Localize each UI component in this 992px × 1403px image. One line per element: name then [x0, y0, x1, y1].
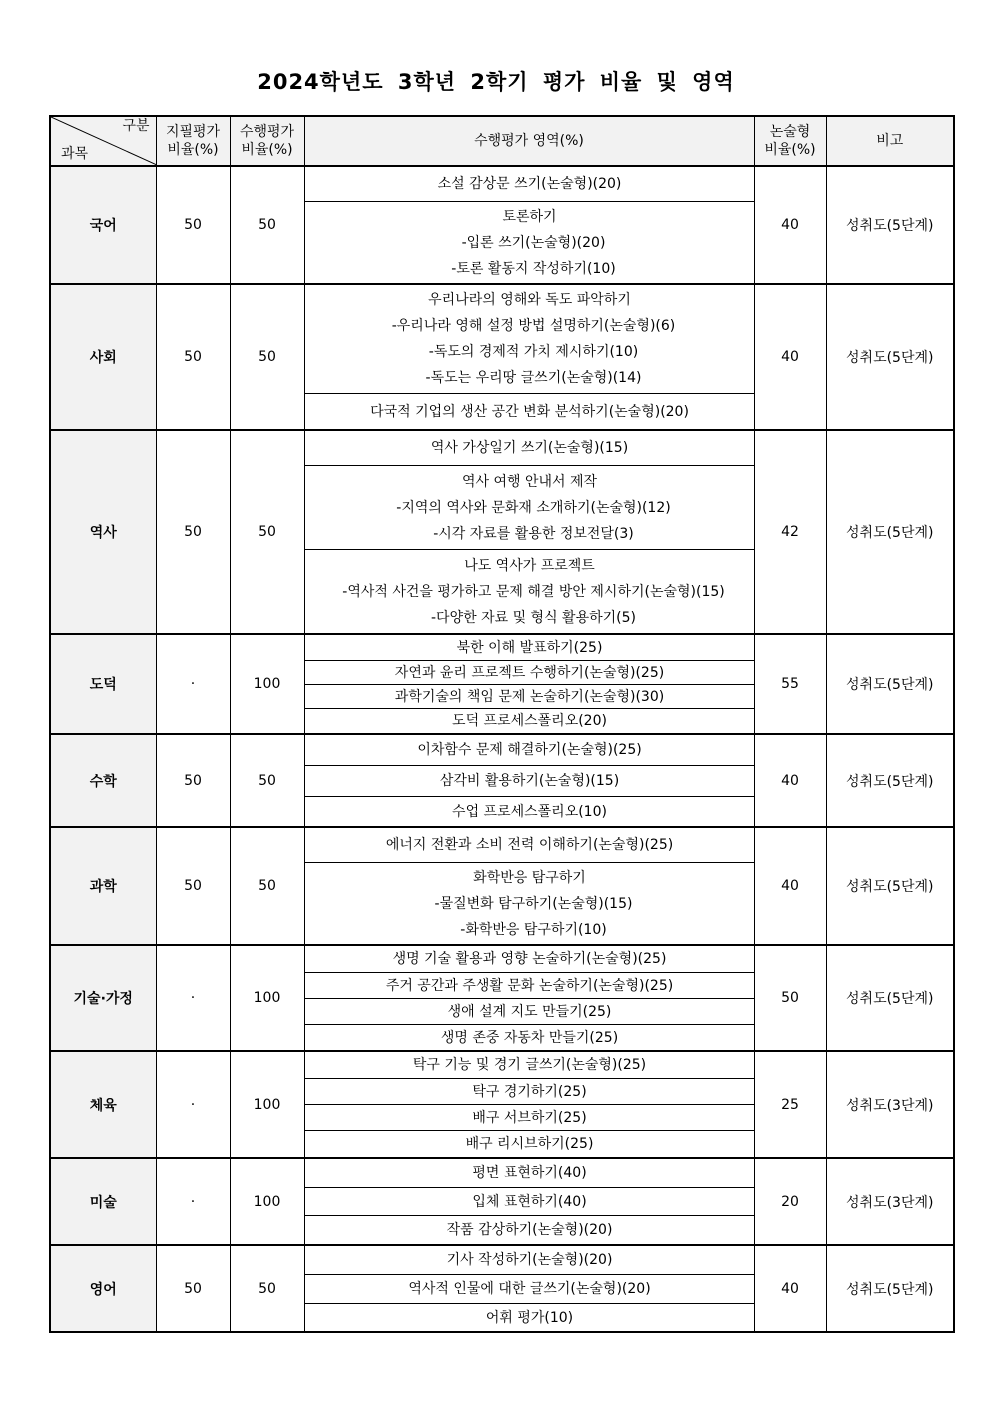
performance-ratio-cell: 100	[230, 1051, 304, 1158]
area-subitem: -지역의 역사와 문화재 소개하기(논술형)(12)	[396, 499, 671, 516]
area-item	[305, 1187, 754, 1215]
written-ratio-cell: 50	[156, 1245, 230, 1332]
area-title: 평면 표현하기(40)	[472, 1165, 587, 1181]
note-cell: 성취도(5단계)	[826, 1245, 954, 1332]
header-note: 비고	[826, 116, 954, 166]
area-title: 생명 존중 자동차 만들기(25)	[440, 1029, 619, 1046]
area-title: 토론하기	[502, 208, 557, 225]
area-title: 역사 여행 안내서 제작	[461, 473, 598, 490]
area-item	[305, 635, 754, 660]
area-subitem: -시각 자료를 활용한 정보전달(3)	[433, 525, 634, 542]
subject-cell: 역사	[50, 430, 156, 634]
performance-ratio-cell: 100	[230, 945, 304, 1051]
area-subitem: -화학반응 탐구하기(10)	[460, 921, 607, 938]
area-title: 에너지 전환과 소비 전력 이해하기(논술형)(25)	[385, 837, 674, 853]
header-performance: 수행평가 비율(%)	[230, 116, 304, 166]
performance-areas-cell	[304, 734, 754, 827]
area-title: 입체 표현하기(40)	[472, 1193, 587, 1210]
area-item	[305, 1303, 754, 1331]
table-row	[50, 166, 954, 284]
area-item	[305, 796, 754, 826]
area-item	[305, 828, 754, 862]
note-cell: 성취도(5단계)	[826, 634, 954, 734]
area-title: 화학반응 탐구하기	[473, 869, 586, 886]
area-title: 탁구 경기하기(25)	[472, 1083, 587, 1100]
area-item	[305, 660, 754, 684]
subject-cell: 기술·가정	[50, 945, 156, 1051]
area-item	[305, 1052, 754, 1078]
performance-areas-cell	[304, 1245, 754, 1332]
evaluation-table	[49, 115, 955, 1333]
area-subitem: -독도는 우리땅 글쓰기(논술형)(14)	[425, 370, 642, 386]
written-ratio-cell: 50	[156, 430, 230, 634]
performance-ratio-cell: 50	[230, 284, 304, 430]
subject-cell: 도덕	[50, 634, 156, 734]
performance-areas-cell	[304, 945, 754, 1051]
area-item	[305, 972, 754, 998]
table-row	[50, 284, 954, 430]
area-title: 배구 서브하기(25)	[472, 1109, 587, 1126]
note-cell: 성취도(3단계)	[826, 1158, 954, 1245]
subject-cell: 국어	[50, 166, 156, 284]
written-ratio-cell: ·	[156, 1158, 230, 1245]
written-ratio-cell: 50	[156, 734, 230, 827]
performance-areas-cell	[304, 166, 754, 284]
essay-ratio-cell: 55	[754, 634, 826, 734]
area-item	[305, 1078, 754, 1104]
area-item	[305, 684, 754, 708]
area-title: 역사 가상일기 쓰기(논술형)(15)	[430, 440, 629, 456]
area-subitem: -토론 활동지 작성하기(10)	[451, 260, 616, 277]
area-title: 우리나라의 영해와 독도 파악하기	[428, 292, 631, 308]
written-ratio-cell: 50	[156, 166, 230, 284]
header-category-subject	[50, 116, 156, 166]
area-item	[305, 998, 754, 1024]
area-title: 배구 리시브하기(25)	[465, 1136, 594, 1152]
performance-ratio-cell: 50	[230, 734, 304, 827]
area-title: 나도 역사가 프로젝트	[464, 557, 595, 574]
area-item	[305, 393, 754, 429]
written-ratio-cell: 50	[156, 827, 230, 945]
subject-cell: 수학	[50, 734, 156, 827]
area-title: 기사 작성하기(논술형)(20)	[446, 1252, 613, 1268]
essay-ratio-cell: 40	[754, 1245, 826, 1332]
performance-areas-cell	[304, 634, 754, 734]
area-item	[305, 765, 754, 796]
area-title: 작품 감상하기(논술형)(20)	[446, 1222, 613, 1238]
area-subitem: -물질변화 탐구하기(논술형)(15)	[434, 895, 633, 912]
area-title: 역사적 인물에 대한 글쓰기(논술형)(20)	[408, 1281, 651, 1297]
area-item	[305, 285, 754, 393]
written-ratio-cell: ·	[156, 945, 230, 1051]
essay-ratio-cell: 20	[754, 1158, 826, 1245]
area-item	[305, 201, 754, 283]
area-title: 소설 감상문 쓰기(논술형)(20)	[437, 176, 622, 192]
table-row	[50, 430, 954, 634]
area-title: 북한 이해 발표하기(25)	[456, 639, 603, 656]
subject-cell: 미술	[50, 1158, 156, 1245]
performance-ratio-cell: 50	[230, 1245, 304, 1332]
essay-ratio-cell: 40	[754, 166, 826, 284]
area-item	[305, 1024, 754, 1050]
area-item	[305, 862, 754, 944]
essay-ratio-cell: 42	[754, 430, 826, 634]
performance-areas-cell	[304, 430, 754, 634]
area-subitem: -역사적 사건을 평가하고 문제 해결 방안 제시하기(논술형)(15)	[342, 583, 725, 600]
area-title: 탁구 기능 및 경기 글쓰기(논술형)(25)	[412, 1057, 647, 1073]
performance-ratio-cell: 50	[230, 166, 304, 284]
essay-ratio-cell: 40	[754, 284, 826, 430]
area-item	[305, 708, 754, 733]
subject-cell: 체육	[50, 1051, 156, 1158]
area-title: 도덕 프로세스폴리오(20)	[452, 713, 607, 729]
note-cell: 성취도(5단계)	[826, 284, 954, 430]
subject-cell: 과학	[50, 827, 156, 945]
note-cell: 성취도(5단계)	[826, 945, 954, 1051]
note-cell: 성취도(5단계)	[826, 430, 954, 634]
essay-ratio-cell: 40	[754, 827, 826, 945]
area-item	[305, 431, 754, 465]
area-title: 수업 프로세스폴리오(10)	[452, 803, 607, 820]
table-row	[50, 945, 954, 1051]
table-row	[50, 634, 954, 734]
subject-cell: 사회	[50, 284, 156, 430]
written-ratio-cell: 50	[156, 284, 230, 430]
note-cell: 성취도(3단계)	[826, 1051, 954, 1158]
area-subitem: -입론 쓰기(논술형)(20)	[461, 234, 606, 251]
area-title: 자연과 윤리 프로젝트 수행하기(논술형)(25)	[394, 664, 665, 681]
area-item	[305, 1246, 754, 1274]
area-item	[305, 735, 754, 765]
area-title: 생명 기술 활용과 영향 논술하기(논술형)(25)	[392, 951, 667, 967]
area-item	[305, 946, 754, 972]
essay-ratio-cell: 50	[754, 945, 826, 1051]
area-title: 다국적 기업의 생산 공간 변화 분석하기(논술형)(20)	[370, 403, 689, 420]
table-row	[50, 1245, 954, 1332]
performance-ratio-cell: 50	[230, 827, 304, 945]
area-title: 삼각비 활용하기(논술형)(15)	[439, 773, 620, 789]
area-title: 이차함수 문제 해결하기(논술형)(25)	[417, 742, 642, 758]
written-ratio-cell: ·	[156, 1051, 230, 1158]
table-row	[50, 734, 954, 827]
performance-areas-cell	[304, 1051, 754, 1158]
performance-areas-cell	[304, 1158, 754, 1245]
note-cell: 성취도(5단계)	[826, 734, 954, 827]
area-item	[305, 1130, 754, 1157]
performance-ratio-cell: 100	[230, 634, 304, 734]
area-subitem: -독도의 경제적 가치 제시하기(10)	[428, 344, 639, 360]
area-subitem: -다양한 자료 및 형식 활용하기(5)	[431, 609, 636, 626]
essay-ratio-cell: 40	[754, 734, 826, 827]
page-title: 2024학년도 3학년 2학기 평가 비율 및 영역	[257, 70, 735, 94]
performance-ratio-cell: 50	[230, 430, 304, 634]
written-ratio-cell: ·	[156, 634, 230, 734]
area-item	[305, 465, 754, 549]
area-title: 어휘 평가(10)	[485, 1309, 574, 1326]
header-essay: 논술형 비율(%)	[754, 116, 826, 166]
table-row	[50, 1158, 954, 1245]
table-row	[50, 827, 954, 945]
area-item	[305, 167, 754, 201]
area-title: 생애 설계 지도 만들기(25)	[447, 1003, 612, 1020]
table-row	[50, 1051, 954, 1158]
header-category: 구분	[122, 118, 150, 134]
performance-areas-cell	[304, 827, 754, 945]
area-item	[305, 1274, 754, 1303]
essay-ratio-cell: 25	[754, 1051, 826, 1158]
subject-cell: 영어	[50, 1245, 156, 1332]
area-title: 과학기술의 책임 문제 논술하기(논술형)(30)	[394, 688, 665, 705]
performance-areas-cell	[304, 284, 754, 430]
area-item	[305, 1159, 754, 1187]
header-areas: 수행평가 영역(%)	[304, 116, 754, 166]
note-cell: 성취도(5단계)	[826, 827, 954, 945]
header-written: 지필평가 비율(%)	[156, 116, 230, 166]
note-cell: 성취도(5단계)	[826, 166, 954, 284]
area-title: 주거 공간과 주생활 문화 논술하기(논술형)(25)	[385, 977, 674, 994]
area-subitem: -우리나라 영해 설정 방법 설명하기(논술형)(6)	[391, 318, 676, 334]
header-subject: 과목	[61, 146, 89, 162]
area-item	[305, 1104, 754, 1130]
area-item	[305, 549, 754, 633]
area-item	[305, 1215, 754, 1244]
performance-ratio-cell: 100	[230, 1158, 304, 1245]
